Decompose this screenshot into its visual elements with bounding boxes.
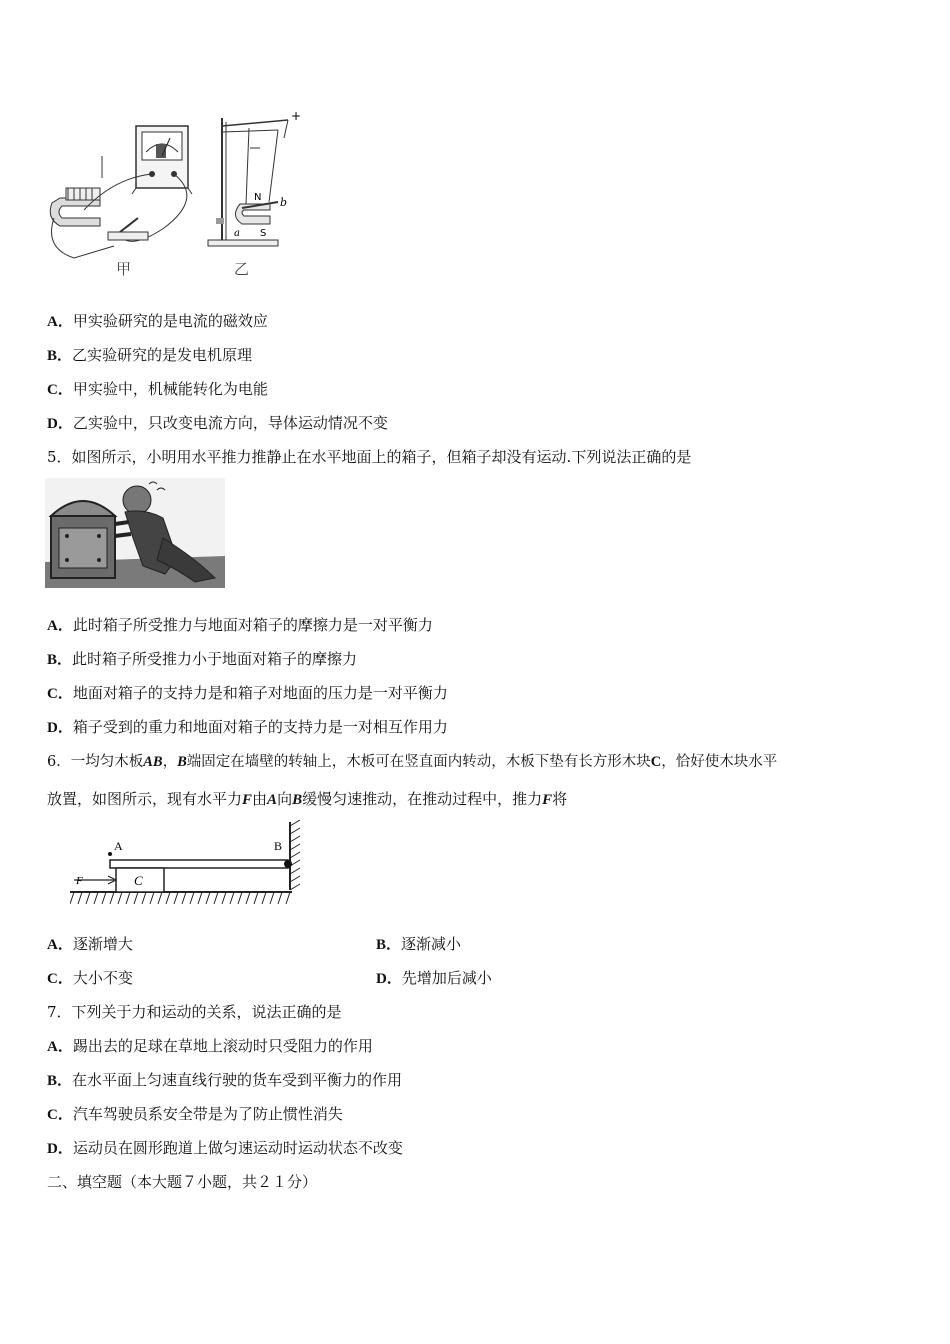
board-diagram bbox=[70, 820, 320, 912]
label-block-C: C bbox=[134, 873, 143, 888]
label-jia: 甲 bbox=[116, 260, 132, 278]
q4-option-a: A．甲实验研究的是电流的磁效应 bbox=[47, 312, 268, 330]
q4-option-b: B．乙实验研究的是发电机原理 bbox=[47, 346, 253, 364]
q6-stem-line2: 放置，如图所示，现有水平力F由A向B缓慢匀速推动，在推动过程中，推力F将 bbox=[47, 790, 568, 808]
label-a: a bbox=[234, 228, 240, 239]
label-N: N bbox=[254, 192, 262, 203]
q6-stem-line1: 6．一均匀木板AB，B端固定在墙壁的转轴上，木板可在竖直面内转动，木板下垫有长方形木块C，恰好使木块水平 bbox=[47, 754, 778, 770]
q5-option-d: D．箱子受到的重力和地面对箱子的支持力是一对相互作用力 bbox=[47, 718, 448, 736]
experiment-diagram bbox=[44, 108, 304, 280]
figure-push-box bbox=[45, 478, 225, 588]
plus-mark: + bbox=[291, 109, 302, 123]
q6-option-d: D．先增加后减小 bbox=[376, 969, 492, 987]
label-S: S bbox=[260, 228, 267, 239]
label-b: b bbox=[280, 196, 288, 209]
label-point-B: B bbox=[274, 839, 283, 853]
q4-option-d: D．乙实验中，只改变电流方向，导体运动情况不变 bbox=[47, 414, 388, 432]
q7-stem: 7．下列关于力和运动的关系，说法正确的是 bbox=[47, 1003, 342, 1021]
figure-jia-yi bbox=[44, 108, 304, 280]
label-yi: 乙 bbox=[234, 260, 250, 278]
q5-stem: 5．如图所示，小明用水平推力推静止在水平地面上的箱子，但箱子却没有运动.下列说法正确的是 bbox=[47, 448, 692, 466]
q5-option-b: B．此时箱子所受推力小于地面对箱子的摩擦力 bbox=[47, 650, 358, 668]
q5-option-a: A．此时箱子所受推力与地面对箱子的摩擦力是一对平衡力 bbox=[47, 616, 433, 634]
q5-option-c: C．地面对箱子的支持力是和箱子对地面的压力是一对平衡力 bbox=[47, 684, 448, 702]
q4-option-c: C．甲实验中，机械能转化为电能 bbox=[47, 380, 268, 398]
label-point-A: A bbox=[114, 839, 123, 853]
figure-board-block bbox=[70, 820, 320, 912]
q7-option-a: A．踢出去的足球在草地上滚动时只受阻力的作用 bbox=[47, 1037, 373, 1055]
q6-option-a: A．逐渐增大 bbox=[47, 935, 133, 953]
push-box-illustration bbox=[45, 478, 225, 588]
q7-option-d: D．运动员在圆形跑道上做匀速运动时运动状态不改变 bbox=[47, 1139, 403, 1157]
q6-option-c: C．大小不变 bbox=[47, 969, 133, 987]
q7-option-b: B．在水平面上匀速直线行驶的货车受到平衡力的作用 bbox=[47, 1071, 403, 1089]
label-force-F: F bbox=[76, 875, 83, 887]
q7-option-c: C．汽车驾驶员系安全带是为了防止惯性消失 bbox=[47, 1105, 343, 1123]
section-2-heading: 二、填空题（本大题７小题，共２１分） bbox=[47, 1173, 318, 1191]
q6-option-b: B．逐渐减小 bbox=[376, 935, 462, 953]
